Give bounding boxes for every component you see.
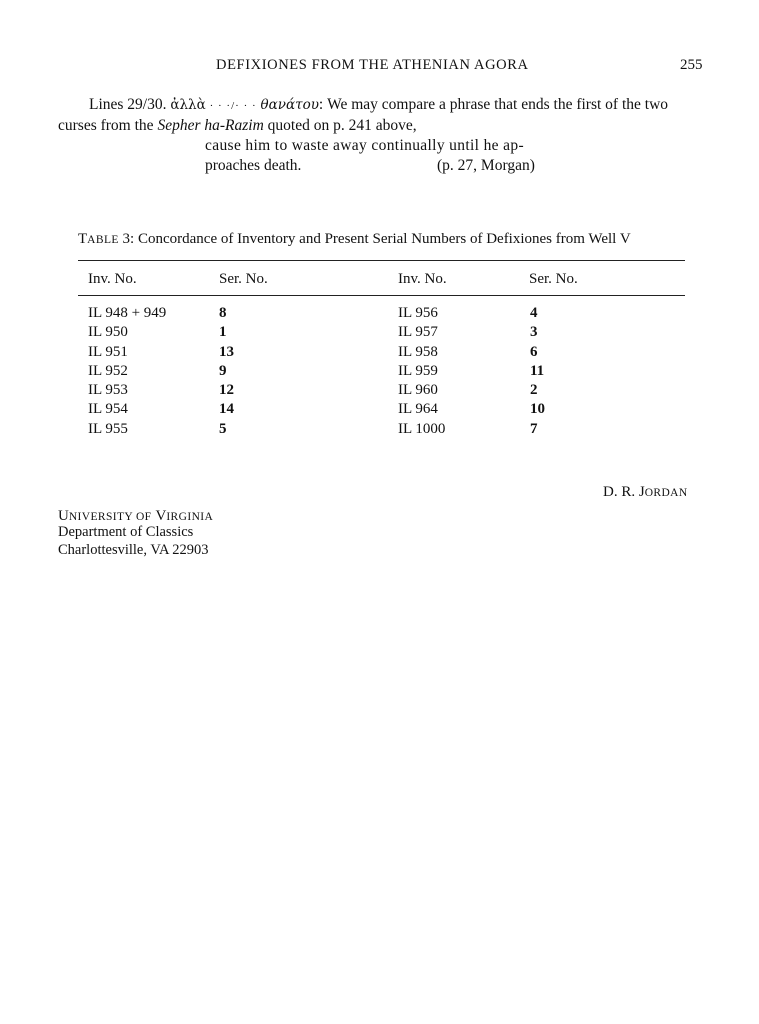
ser-no-cell: 13 [219,343,234,360]
ser-no-cell: 10 [530,401,545,418]
university-smallcaps-1: NIVERSITY OF [68,511,152,523]
table-row [88,344,588,363]
ser-no-cell: 8 [219,305,227,321]
inv-no-cell: IL 1000 [398,420,446,437]
caption-text: Concordance of Inventory and Present Serial Numbers of Defixiones from Well V [137,231,631,247]
ellipsis-mark: · · ·/· · · [209,100,257,112]
ser-no-cell: 4 [530,305,538,321]
university-initial-u: U [58,508,69,524]
inv-no-cell: IL 959 [398,362,438,379]
block-quote-line-2: proaches death. [205,157,302,174]
inv-no-cell: IL 954 [88,401,128,418]
lines-reference: Lines 29/30. [89,96,167,113]
inv-no-cell: IL 957 [398,324,438,341]
table-header-inv-1: Inv. No. [88,271,137,287]
table-row [88,363,588,382]
commentary-text-c: quoted on p. 241 above, [267,117,417,134]
author-name [603,484,688,501]
inv-no-cell: IL 964 [398,401,438,418]
inv-no-cell: IL 948 + 949 [88,305,167,321]
author-initials: D. R. [603,484,636,500]
inv-no-cell: IL 960 [398,382,438,399]
table-row [88,382,588,401]
ser-no-cell: 14 [219,401,234,418]
commentary-text-b: curses from the [58,117,154,134]
table-header-inv-2: Inv. No. [398,271,447,287]
running-head-title: DEFIXIONES FROM THE ATHENIAN AGORA [216,57,529,73]
greek-word-end: θανάτου [260,97,319,113]
inv-no-cell: IL 950 [88,324,128,341]
ser-no-cell: 9 [219,362,227,379]
caption-label-initial: T [78,231,88,247]
ser-no-cell: 7 [530,420,538,437]
table-row [88,324,588,343]
table-top-rule [78,260,685,261]
table-body [88,305,588,440]
caption-label-smallcaps: ABLE [87,234,119,246]
table-header-ser-2: Ser. No. [529,271,578,287]
university-initial-v: V [155,508,167,524]
commentary-line-2 [58,117,417,135]
table-row [88,305,588,324]
inv-no-cell: IL 958 [398,343,438,360]
table-header-rule [78,295,685,296]
block-quote-citation: (p. 27, Morgan) [437,157,535,174]
block-quote-line-1: cause him to waste away continually until he ap- [205,137,524,154]
ser-no-cell: 6 [530,343,538,360]
table-caption [78,231,631,248]
table-row [88,421,588,440]
ser-no-cell: 2 [530,382,538,399]
caption-number: 3: [122,231,135,247]
commentary-line-1 [89,96,668,114]
source-title: Sepher ha-Razim [157,117,264,134]
table-row [88,401,588,420]
author-surname-initial: J [638,484,645,500]
inv-no-cell: IL 952 [88,362,128,379]
university-smallcaps-2: IRGINIA [166,511,214,523]
commentary-text-a: : We may compare a phrase that ends the first of the two [318,96,669,113]
inv-no-cell: IL 953 [88,382,128,399]
page-number: 255 [680,57,703,73]
ser-no-cell: 5 [219,420,227,437]
affiliation-address: Charlottesville, VA 22903 [58,542,209,558]
table-header-ser-1: Ser. No. [219,271,268,287]
ser-no-cell: 1 [219,324,227,341]
inv-no-cell: IL 956 [398,305,438,321]
ser-no-cell: 3 [530,324,538,341]
affiliation-university [58,507,213,525]
affiliation-department: Department of Classics [58,524,194,540]
inv-no-cell: IL 955 [88,420,128,437]
inv-no-cell: IL 951 [88,343,128,360]
author-surname-smallcaps: ORDAN [644,487,688,499]
ser-no-cell: 11 [530,362,545,379]
greek-word-start: ἀλλὰ [170,97,206,113]
ser-no-cell: 12 [219,382,234,399]
